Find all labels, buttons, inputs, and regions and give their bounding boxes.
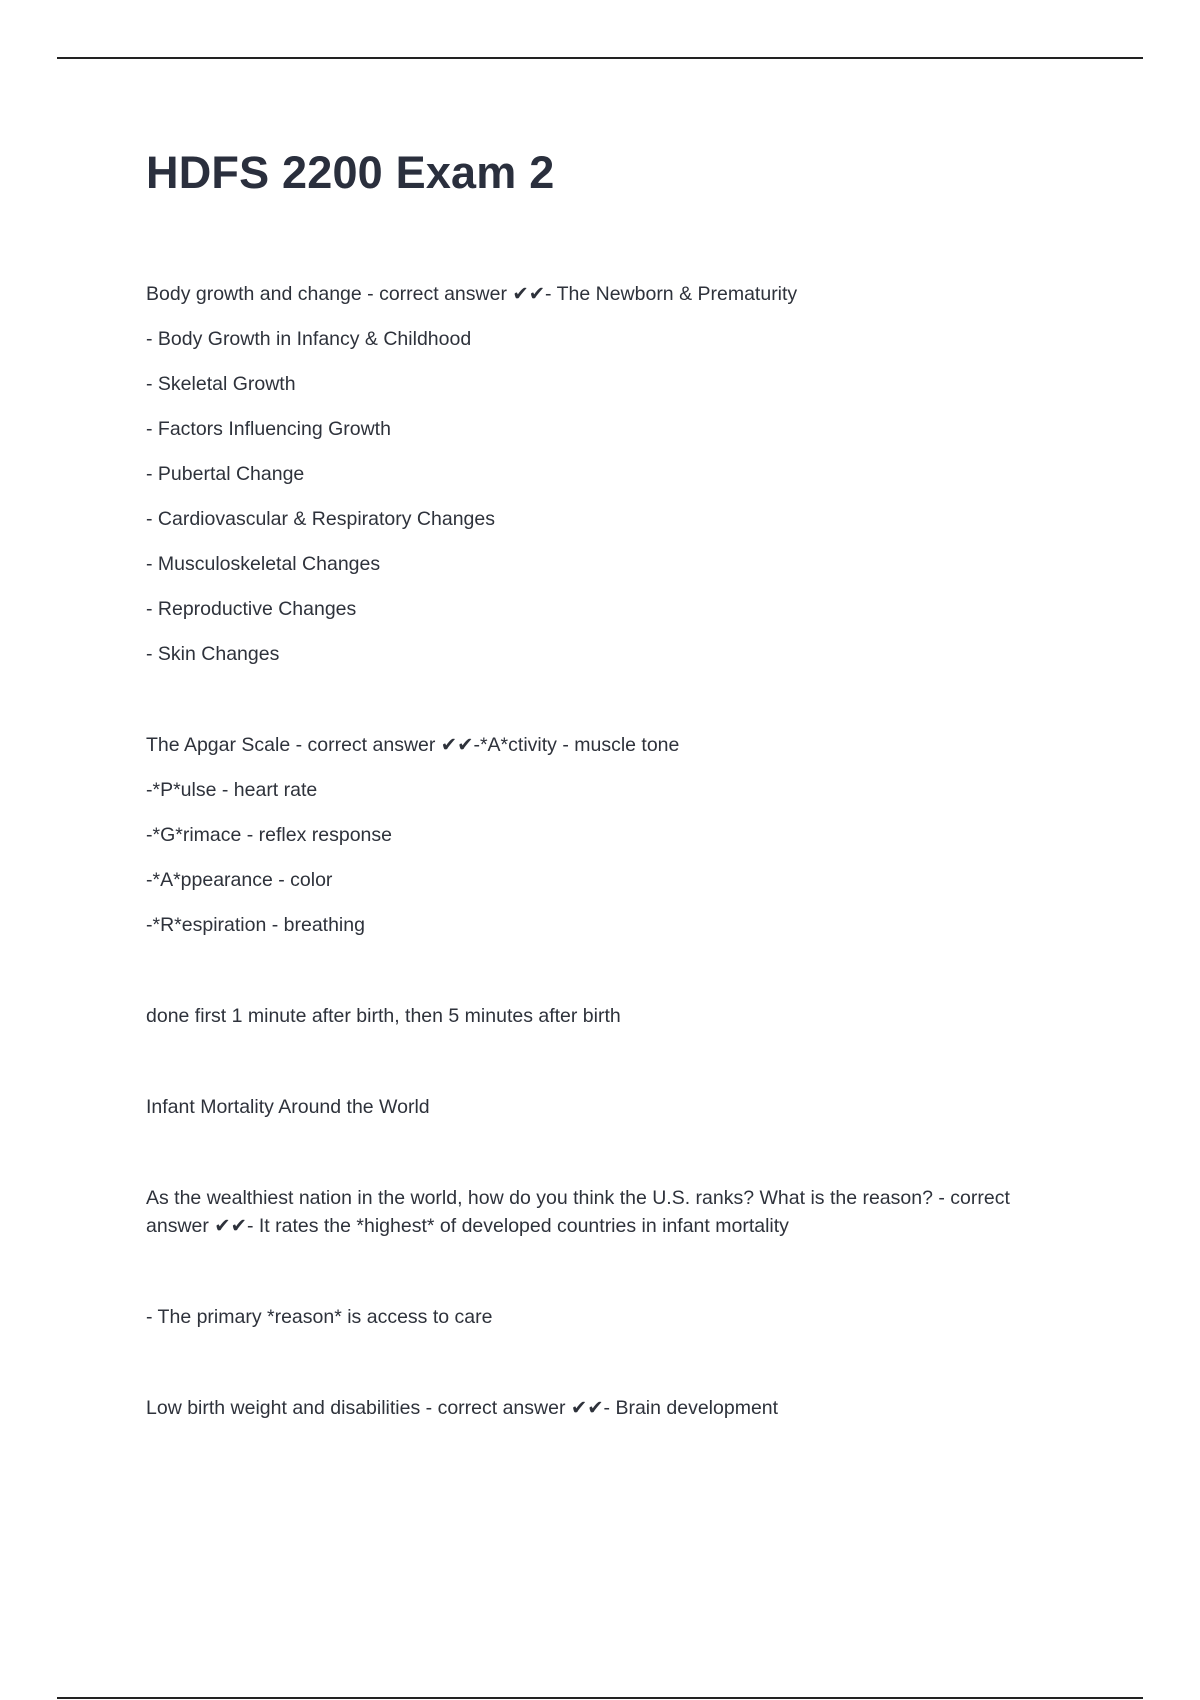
document-body [146, 145, 1066, 1422]
text-line: - Musculoskeletal Changes [146, 553, 381, 575]
text-line: As the wealthiest nation in the world, how do you think the U.S. ranks? What is the reason? - correct answer ✔✔- It rates the *highest* of developed countries in infant mortality [146, 1187, 1010, 1237]
text-line: - Cardiovascular & Respiratory Changes [146, 508, 495, 530]
text-line: - Skin Changes [146, 643, 280, 665]
text-line: - Body Growth in Infancy & Childhood [146, 328, 472, 350]
text-line: -*G*rimace - reflex response [146, 824, 392, 846]
text-line: - Reproductive Changes [146, 598, 357, 620]
text-line: - The primary *reason* is access to care [146, 1306, 493, 1328]
text-line: - Pubertal Change [146, 463, 305, 485]
text-line: Body growth and change - correct answer ✔✔- The Newborn & Prematurity [146, 283, 798, 305]
top-rule [57, 57, 1143, 59]
text-line: Low birth weight and disabilities - correct answer ✔✔- Brain development [146, 1397, 779, 1419]
text-line: Infant Mortality Around the World [146, 1096, 430, 1118]
text-line: The Apgar Scale - correct answer ✔✔-*A*ctivity - muscle tone [146, 734, 680, 756]
text-line: - Skeletal Growth [146, 373, 296, 395]
bottom-rule [57, 1697, 1143, 1699]
text-line: -*P*ulse - heart rate [146, 779, 318, 801]
text-line: - Factors Influencing Growth [146, 418, 391, 440]
text-line: done first 1 minute after birth, then 5 minutes after birth [146, 1005, 621, 1027]
page-title: HDFS 2200 Exam 2 [146, 147, 555, 198]
text-line: -*R*espiration - breathing [146, 914, 365, 936]
text-line: -*A*ppearance - color [146, 869, 333, 891]
document-text [146, 280, 1066, 1422]
